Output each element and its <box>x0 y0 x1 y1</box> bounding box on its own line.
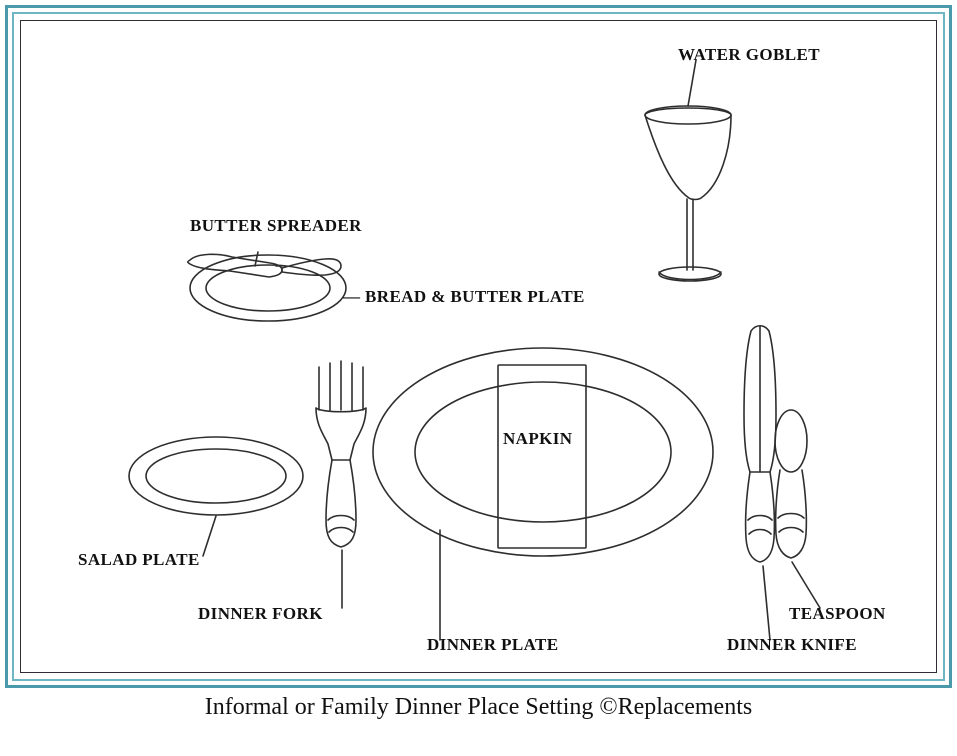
dinner-knife-illustration <box>744 326 776 562</box>
label-dinner-plate: DINNER PLATE <box>427 635 559 654</box>
salad-plate-leader-line <box>203 516 216 556</box>
label-water-goblet: WATER GOBLET <box>678 45 820 64</box>
bread-and-butter-plate-illustration <box>190 255 346 321</box>
label-dinner-knife: DINNER KNIFE <box>727 635 857 654</box>
label-dinner-fork: DINNER FORK <box>198 604 323 623</box>
teaspoon-illustration <box>775 410 807 558</box>
label-napkin: NAPKIN <box>503 429 573 448</box>
label-bread-and-butter-plate: — BREAD & BUTTER PLATE <box>343 287 585 306</box>
water-goblet-illustration <box>645 106 731 281</box>
dinner-knife-leader-line <box>763 566 770 640</box>
salad-plate-illustration <box>129 437 303 515</box>
dinner-plate-illustration <box>373 348 713 556</box>
water-goblet-leader-line <box>688 60 696 106</box>
teaspoon-leader-line <box>792 562 820 608</box>
dinner-fork-illustration <box>316 361 366 547</box>
label-salad-plate: SALAD PLATE <box>78 550 200 569</box>
label-butter-spreader: BUTTER SPREADER <box>190 216 362 235</box>
diagram-caption: Informal or Family Dinner Place Setting ©Replacements <box>204 694 753 720</box>
butter-spreader-leader-line <box>255 252 258 266</box>
label-teaspoon: TEASPOON <box>789 604 886 623</box>
diagram-canvas <box>20 20 937 673</box>
